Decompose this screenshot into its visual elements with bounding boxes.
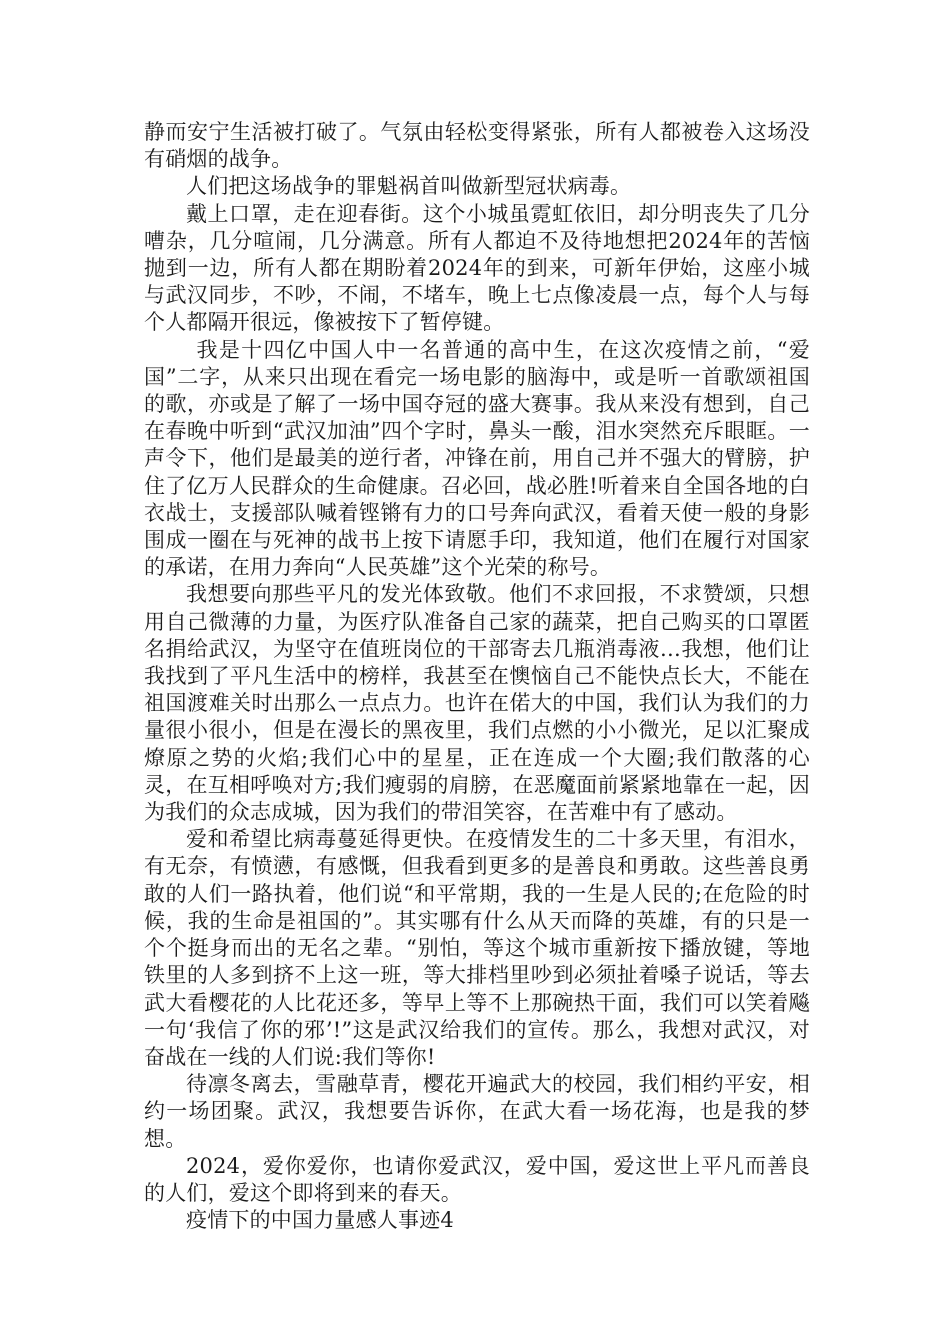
document-body bbox=[144, 119, 810, 1234]
paragraph-5: 我想要向那些平凡的发光体致敬。他们不求回报，不求赞颂，只想用自己微薄的力量，为医疗队准备自己家的蔬菜，把自己购买的口罩匿名捐给武汉，为坚守在值班岗位的干部寄去几瓶消毒液…我想，他们让我找到了平凡生活中的榜样，我甚至在懊恼自己不能快点长大，不能在祖国渡难关时出那么一点点力。也许在偌大的中国，我们认为我们的力量很小很小，但是在漫长的黑夜里，我们点燃的小小微光，足以汇聚成燎原之势的火焰;我们心中的星星，正在连成一个大圈;我们散落的心灵，在互相呼唤对方;我们瘦弱的肩膀，在恶魔面前紧紧地靠在一起，因为我们的众志成城，因为我们的带泪笑容，在苦难中有了感动。 bbox=[144, 582, 810, 825]
paragraph-3: 戴上口罩，走在迎春街。这个小城虽霓虹依旧，却分明丧失了几分嘈杂，几分喧闹，几分满意。所有人都迫不及待地想把2024年的苦恼抛到一边，所有人都在期盼着2024年的到来，可新年伊始，这座小城与武汉同步，不吵，不闹，不堵车，晚上七点像凌晨一点，每个人与每个人都隔开很远，像被按下了暂停键。 bbox=[144, 201, 810, 335]
paragraph-2: 人们把这场战争的罪魁祸首叫做新型冠状病毒。 bbox=[186, 174, 632, 199]
paragraph-7: 待凛冬离去，雪融草青，樱花开遍武大的校园，我们相约平安，相约一场团聚。武汉，我想要告诉你，在武大看一场花海，也是我的梦想。 bbox=[144, 1072, 810, 1151]
paragraph-6: 爱和希望比病毒蔓延得更快。在疫情发生的二十多天里，有泪水，有无奈，有愤懑，有感慨，但我看到更多的是善良和勇敢。这些善良勇敢的人们一路执着，他们说“和平常期，我的一生是人民的;在危险的时候，我的生命是祖国的”。其实哪有什么从天而降的英雄，有的只是一个个挺身而出的无名之辈。“别怕，等这个城市重新按下播放键，等地铁里的人多到挤不上这一班，等大排档里吵到必须扯着嗓子说话，等去武大看樱花的人比花还多，等早上等不上那碗热干面，我们可以笑着飚一句‘我信了你的邪’!”这是武汉给我们的宣传。那么，我想对武汉，对奋战在一线的人们说:我们等你! bbox=[144, 827, 810, 1069]
paragraph-4: 我是十四亿中国人中一名普通的高中生，在这次疫情之前，“爱国”二字，从来只出现在看完一场电影的脑海中，或是听一首歌颂祖国的歌，亦或是了解了一场中国夺冠的盛大赛事。我从来没有想到，自己在春晚中听到“武汉加油”四个字时，鼻头一酸，泪水突然充斥眼眶。一声令下，他们是最美的逆行者，冲锋在前，用自己并不强大的臂膀，护住了亿万人民群众的生命健康。召必回，战必胜!听着来自全国各地的白衣战士，支援部队喊着铿锵有力的口号奔向武汉，看着天使一般的身影围成一圈在与死神的战书上按下请愿手印，我知道，他们在履行对国家的承诺，在用力奔向“人民英雄”这个光荣的称号。 bbox=[144, 337, 810, 580]
section-heading: 疫情下的中国力量感人事迹4 bbox=[186, 1208, 454, 1233]
paragraph-8: 2024，爱你爱你，也请你爱武汉，爱中国，爱这世上平凡而善良的人们，爱这个即将到来的春天。 bbox=[144, 1153, 810, 1205]
paragraph-1: 静而安宁生活被打破了。气氛由轻松变得紧张，所有人都被卷入这场没有硝烟的战争。 bbox=[144, 120, 810, 172]
